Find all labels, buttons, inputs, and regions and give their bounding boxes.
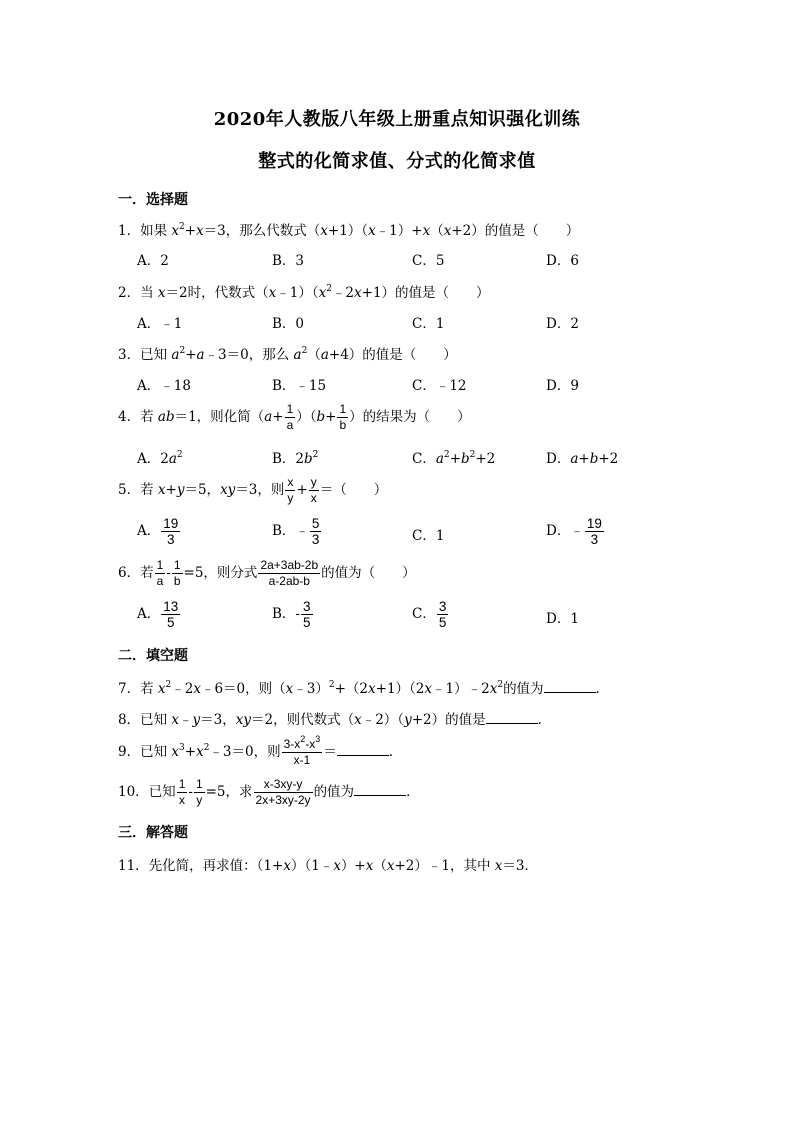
option-d: D．9 [546, 378, 579, 394]
question-4: 4．若 ab＝1，则化简（a+ $\frac{1}{a}$ ）（b+ $\frac{1}{b}$ ）的结果为（ ） [118, 402, 471, 432]
option-c: C．$a^2+b^2+2$ [412, 450, 496, 467]
option-a: A．﹣1 [137, 316, 183, 332]
section-heading-fill: 二．填空题 [118, 648, 188, 664]
question-9: 9．已知 $x^3+x^2﹣3=0$，则 $\frac{3-x^2-x^3}{x-1}$ ＝ ． [118, 734, 403, 767]
question-number: 7． [118, 681, 141, 697]
option-c: C．5 [412, 253, 445, 269]
question-number: 3． [118, 347, 141, 363]
option-c: C．1 [412, 528, 445, 544]
fraction: $\frac{1}{b}$ [339, 402, 347, 432]
question-number: 4． [118, 409, 141, 425]
question-number: 9． [118, 744, 141, 760]
question-number: 5． [118, 482, 141, 498]
option-a: A． $\frac{13}{5}$ [137, 599, 179, 630]
fraction: $\frac{19}{3}$ [586, 516, 602, 547]
fraction: $\frac{y}{x}$ [310, 475, 317, 505]
question-number: 11． [118, 858, 149, 874]
fraction: $\frac{3}{5}$ [302, 599, 311, 630]
fraction: $\frac{x-3xy-y}{2x+3xy-2y}$ [255, 777, 311, 807]
option-d: D．1 [546, 611, 579, 627]
answer-blank [337, 743, 389, 756]
fraction: $\frac{x}{y}$ [287, 475, 294, 505]
question-number: 1． [118, 223, 141, 239]
fraction: $\frac{19}{3}$ [163, 516, 179, 547]
question-8: 8．已知 x﹣y＝3，xy＝2，则代数式（x﹣2）（y+2）的值是 ． [118, 712, 552, 728]
question-number: 8． [118, 712, 141, 728]
fraction: $\frac{3-x^2-x^3}{x-1}$ [283, 734, 321, 767]
question-number: 2． [118, 285, 141, 301]
section-heading-solve: 三．解答题 [118, 825, 188, 841]
option-a: A．2 [137, 253, 169, 269]
question-3: 3．已知 $a^2+a﹣3=0$，那么 $a^2(a+4)$的值是（ ） [118, 346, 457, 363]
option-b: B．- $\frac{3}{5}$ [272, 599, 311, 630]
fraction: $\frac{1}{a}$ [286, 402, 294, 432]
question-7: 7．若 $x^2﹣2x﹣6=0$，则$(x﹣3)^2+(2x+1)(2x﹣1)﹣2x^2$的值为 ． [118, 680, 610, 697]
option-d: D．a+b+2 [546, 451, 619, 467]
question-1: 1．如果 $x^2+x=3$，那么代数式（x+1）（x﹣1）+x（x+2）的值是（ ） [118, 222, 580, 239]
option-b: B．﹣ $\frac{5}{3}$ [272, 516, 320, 547]
answer-blank [486, 711, 538, 724]
fraction: $\frac{13}{5}$ [163, 599, 179, 630]
option-b: B．﹣15 [272, 378, 327, 394]
question-number: 6． [118, 565, 141, 581]
question-2: 2．当 x＝2时，代数式$(x﹣1)(x^2﹣2x+1)$的值是（ ） [118, 284, 490, 301]
document-subtitle: 整式的化简求值、分式的化简求值 [258, 151, 536, 172]
fraction: $\frac{1}{x}$ [178, 777, 186, 807]
option-c: C．1 [412, 316, 445, 332]
option-c: C． $\frac{3}{5}$ [412, 599, 447, 630]
option-a: A．﹣18 [137, 378, 191, 394]
option-d: D．﹣ $\frac{19}{3}$ [546, 516, 602, 547]
question-5: 5．若 x+y＝5，xy＝3，则 $\frac{x}{y}$ + $\frac{y}{x}$ ＝（ ） [118, 475, 388, 505]
fraction: $\frac{5}{3}$ [311, 516, 320, 547]
option-a: A．$2a^2$ [137, 450, 183, 467]
question-6: 6．若 $\frac{1}{a}$ - $\frac{1}{b}$ =5，则分式 $\frac{2a+3ab-2b}{a-2ab-b}$ 的值为（ ） [118, 558, 416, 588]
option-b: B．$2b^2$ [272, 450, 319, 467]
document-title: 2020年人教版八年级上册重点知识强化训练 [213, 109, 581, 130]
option-b: B．0 [272, 316, 305, 332]
option-d: D．6 [546, 253, 579, 269]
fraction: $\frac{2a+3ab-2b}{a-2ab-b}$ [260, 558, 319, 588]
option-c: C．﹣12 [412, 378, 467, 394]
question-10: 10．已知 $\frac{1}{x}$ - $\frac{1}{y}$ =5，求 $\frac{x-3xy-y}{2x+3xy-2y}$ 的值为 ． [118, 777, 420, 807]
option-d: D．2 [546, 316, 579, 332]
answer-blank [354, 783, 406, 796]
answer-blank [544, 680, 596, 693]
fraction: $\frac{1}{a}$ [156, 558, 164, 588]
fraction: $\frac{1}{b}$ [173, 558, 181, 588]
option-b: B．3 [272, 253, 305, 269]
question-11: 11．先化简，再求值：（1+x）（1﹣x）+x（x+2）﹣1，其中 x＝3． [118, 858, 538, 874]
question-number: 10． [118, 784, 149, 800]
fraction: $\frac{1}{y}$ [195, 777, 203, 807]
option-a: A． $\frac{19}{3}$ [137, 516, 179, 547]
section-heading-choice: 一．选择题 [118, 192, 188, 208]
fraction: $\frac{3}{5}$ [438, 599, 447, 630]
